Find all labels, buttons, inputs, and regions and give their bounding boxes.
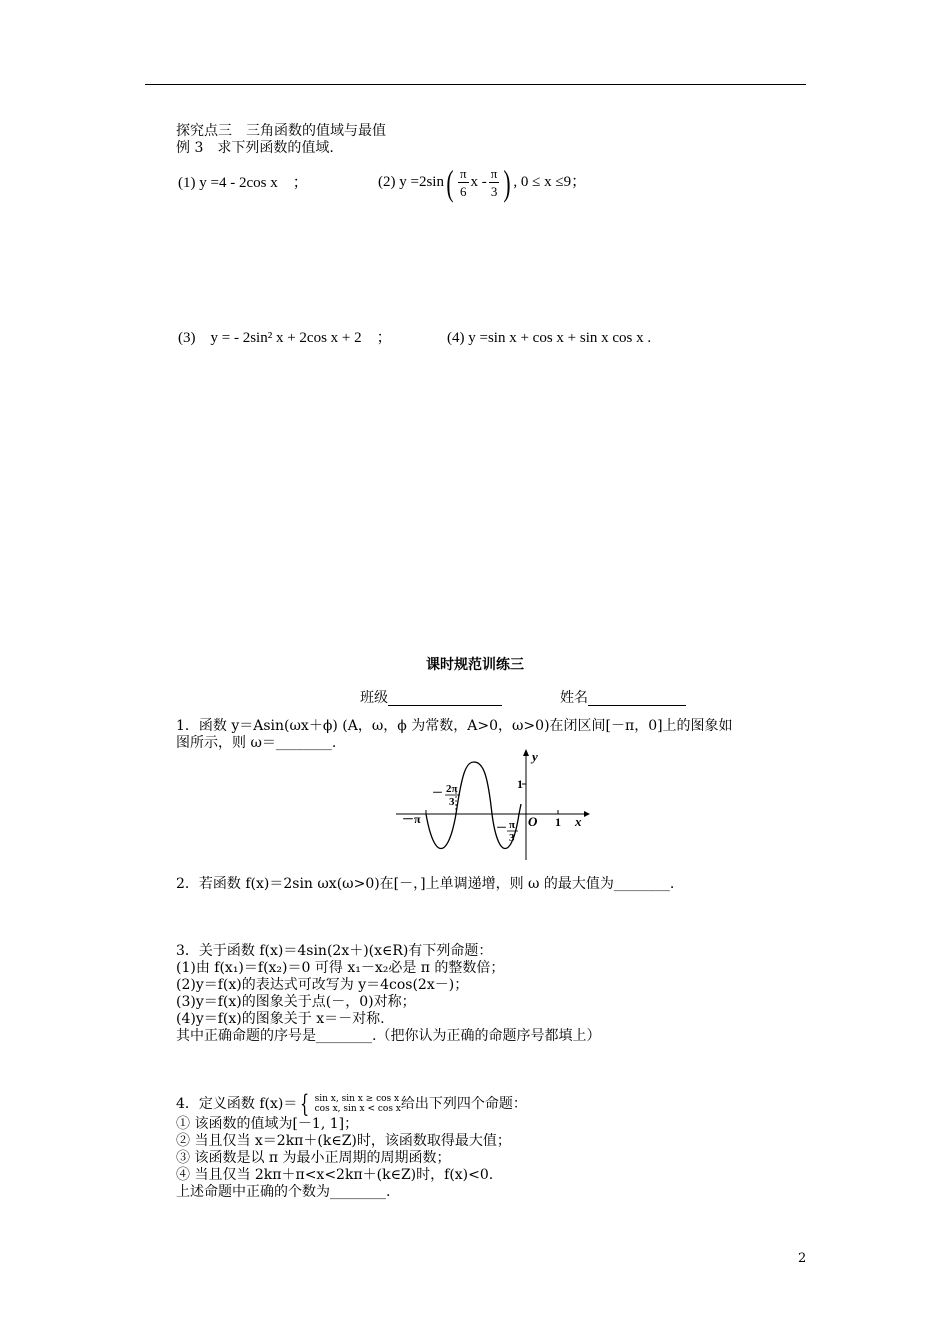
equation-2-prefix: (2) y =2sin <box>378 174 444 190</box>
question-4-item-1: ① 该函数的值域为[－1, 1]； <box>176 1116 359 1132</box>
piecewise-cases: sin x, sin x ≥ cos x cos x, sin x < cos x <box>314 1094 401 1114</box>
y-label: y <box>532 749 538 764</box>
question-1-line-1: 1．函数 y＝Asin(ωx＋ϕ) (A，ω，ϕ 为常数，A>0，ω>0)在闭区间[－π，0]上的图象如 <box>176 718 733 734</box>
question-3-line-6: 其中正确命题的序号是________.（把你认为正确的命题序号都填上） <box>176 1028 601 1044</box>
question-1-line-2: 图所示，则 ω＝________. <box>176 735 337 751</box>
x-one-label: 1 <box>555 815 561 829</box>
neg-sign-pi3: － <box>496 822 507 834</box>
fraction-pi-3: $\frac{\pi}{3}$ <box>490 166 498 200</box>
equation-2-suffix: , 0 ≤ x ≤9； <box>513 174 587 190</box>
x-label: x <box>575 814 582 829</box>
practice-title: 课时规范训练三 <box>426 657 524 673</box>
pi3-den: 3 <box>509 832 515 844</box>
sine-graph <box>392 748 592 864</box>
question-3-line-3: (2)y＝f(x)的表达式可改写为 y＝4cos(2x－)； <box>176 977 469 993</box>
section-heading: 探究点三 三角函数的值域与最值 <box>176 123 386 139</box>
question-4-item-3: ③ 该函数是以 π 为最小正周期的周期函数； <box>176 1150 451 1166</box>
equation-2 <box>378 162 586 202</box>
question-3-line-1: 3．关于函数 f(x)＝4sin(2x＋)(x∈R)有下列命题： <box>176 943 493 959</box>
question-2: 2．若函数 f(x)＝2sin ωx(ω>0)在[－，]上单调递增，则 ω 的最大值为________. <box>176 876 675 892</box>
equation-3: (3) y = - 2sin² x + 2cos x + 2 ； <box>178 330 392 346</box>
question-4-prefix: 4．定义函数 f(x)＝ <box>176 1096 298 1112</box>
origin-label: O <box>528 814 538 829</box>
y-axis-arrow <box>523 749 529 756</box>
pi3-num: π <box>509 819 516 831</box>
neg-sign-2pi3: － <box>432 787 443 799</box>
two-pi-den: 3 <box>449 796 455 808</box>
question-4-suffix: 给出下列四个命题： <box>400 1096 527 1112</box>
left-paren: ( <box>446 162 454 203</box>
equation-2-mid: x - <box>470 174 487 190</box>
page-number: 2 <box>798 1251 807 1266</box>
question-4-definition <box>176 1092 527 1116</box>
two-pi-num: 2π <box>446 783 458 795</box>
equation-4: (4) y =sin x + cos x + sin x cos x . <box>447 330 652 346</box>
question-4-item-2: ② 当且仅当 x＝2kπ＋(k∈Z)时，该函数取得最大值； <box>176 1133 511 1149</box>
name-input-line[interactable] <box>588 691 686 706</box>
question-3-line-5: (4)y＝f(x)的图象关于 x＝－对称. <box>176 1011 385 1027</box>
y-one-label: 1 <box>517 777 523 791</box>
question-4-item-4: ④ 当且仅当 2kπ＋π<x<2kπ＋(k∈Z)时，f(x)<0. <box>176 1167 494 1183</box>
class-field <box>360 690 502 706</box>
header-rule <box>145 84 806 85</box>
question-4-last: 上述命题中正确的个数为________. <box>176 1184 391 1200</box>
neg-pi-label: －π <box>402 812 421 826</box>
example-3-label: 例 3 求下列函数的值域. <box>176 140 334 156</box>
x-axis-arrow <box>584 811 590 817</box>
brace-icon: { <box>300 1090 310 1118</box>
fraction-pi-6: $\frac{\pi}{6}$ <box>459 166 467 200</box>
question-3-line-2: (1)由 f(x₁)＝f(x₂)＝0 可得 x₁－x₂必是 π 的整数倍； <box>176 960 505 976</box>
class-label: 班级 <box>360 690 388 706</box>
sine-curve <box>426 762 521 849</box>
class-input-line[interactable] <box>388 691 502 706</box>
equation-1: (1) y =4 - 2cos x ； <box>178 175 308 191</box>
name-label: 姓名 <box>560 690 588 706</box>
question-3-line-4: (3)y＝f(x)的图象关于点(－，0)对称； <box>176 994 416 1010</box>
right-paren: ) <box>503 162 511 203</box>
name-field <box>560 690 686 706</box>
